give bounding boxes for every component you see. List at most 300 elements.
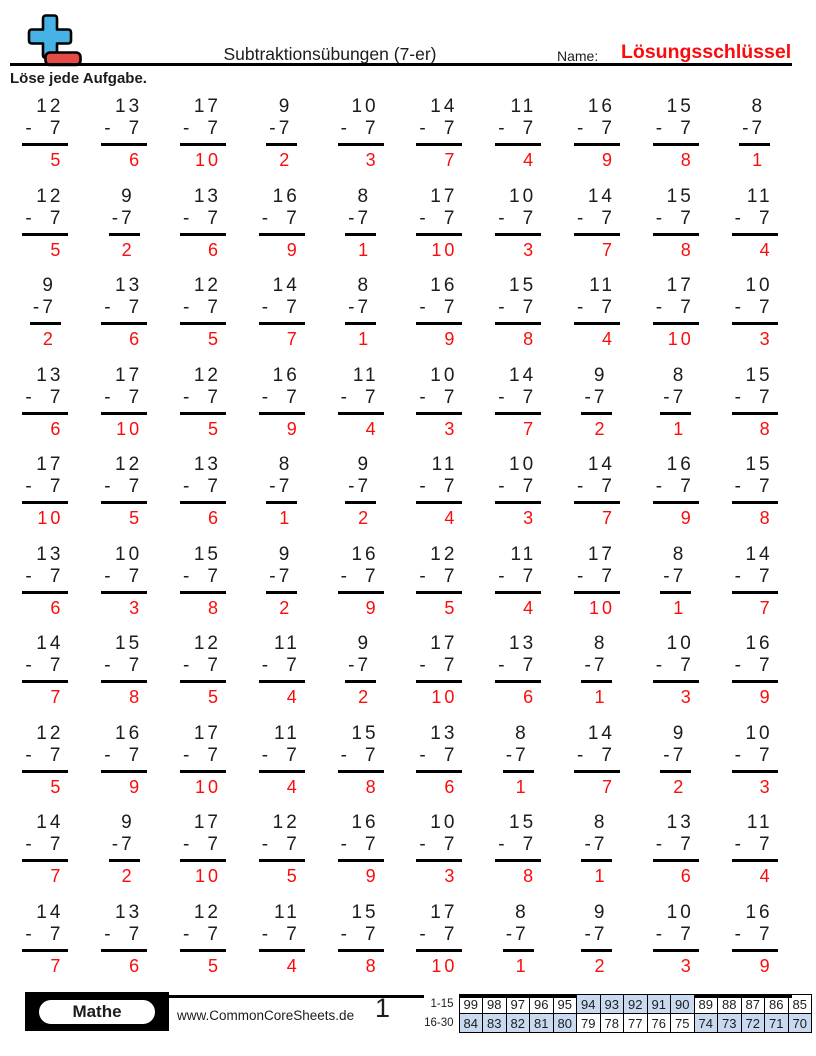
problem-cell	[558, 96, 637, 186]
minuend: 17	[193, 722, 221, 744]
score-cell: 82	[506, 1014, 530, 1033]
answer-value: 6	[129, 329, 143, 349]
subtrahend-row	[495, 834, 541, 862]
answer-value: 2	[594, 955, 608, 976]
minus-sign: -	[734, 923, 741, 945]
problem-cell	[636, 633, 715, 723]
subtraction-problem	[22, 812, 68, 887]
minuend: 9	[278, 96, 293, 117]
problem-cell	[242, 633, 321, 723]
answer-value: 4	[601, 329, 615, 349]
subtraction-problem	[259, 902, 305, 977]
answer-value: 5	[50, 239, 64, 260]
minuend: 9	[278, 543, 293, 565]
subtraction-problem	[495, 544, 541, 619]
problem-cell	[400, 812, 479, 902]
subtraction-problem	[574, 723, 620, 798]
subtrahend: 7	[286, 834, 300, 855]
answer-value: 8	[207, 597, 221, 618]
subtrahend: 7	[443, 923, 458, 945]
subtrahend-row	[581, 924, 612, 952]
minuend: 14	[36, 901, 64, 923]
subtraction-problem	[653, 275, 699, 350]
subtrahend: 7	[121, 834, 135, 855]
minus-sign: -	[734, 297, 741, 318]
subtrahend: 7	[443, 744, 458, 766]
subtrahend-row	[22, 476, 68, 504]
subtraction-problem	[416, 723, 462, 798]
minuend: 10	[115, 543, 143, 565]
minuend: 12	[36, 722, 64, 744]
subtrahend-row	[180, 118, 226, 146]
problem-cell	[321, 454, 400, 544]
subtrahend-row	[416, 297, 462, 325]
minus-sign: -	[419, 207, 426, 229]
minus-sign: -	[419, 655, 426, 676]
minus-sign: -	[104, 297, 111, 318]
answer-value: 4	[286, 687, 300, 707]
minus-sign: -	[655, 476, 663, 497]
minuend: 17	[430, 633, 458, 654]
answer-value: 10	[116, 418, 143, 439]
subtrahend: 7	[128, 655, 143, 676]
answer-value: 5	[286, 866, 300, 886]
minus-sign: -	[25, 207, 32, 229]
subtraction-problem	[660, 544, 691, 619]
answer-value: 6	[523, 687, 537, 707]
subtraction-problem	[22, 723, 68, 798]
subtraction-problem	[22, 96, 68, 171]
minuend: 10	[430, 364, 458, 386]
subtrahend-row	[416, 745, 462, 773]
minus-sign: -	[498, 118, 505, 139]
footer	[0, 992, 816, 1056]
subtrahend: 7	[286, 655, 300, 676]
answer-value: 3	[444, 418, 458, 439]
subtrahend-row	[732, 208, 778, 236]
minuend: 13	[666, 812, 694, 833]
minuend: 8	[672, 364, 687, 386]
subtraction-problem	[22, 365, 68, 440]
subtrahend-row	[338, 834, 384, 862]
problem-cell	[6, 812, 85, 902]
problem-cell	[636, 186, 715, 276]
subtraction-problem	[653, 186, 699, 261]
answer-value: 7	[759, 597, 773, 618]
minus-sign: -	[734, 744, 741, 766]
minuend: 11	[274, 722, 300, 744]
minus-sign: -	[419, 297, 426, 318]
subtrahend: 7	[357, 655, 372, 676]
problem-cell	[715, 902, 794, 992]
subtraction-problem	[101, 275, 147, 350]
subtraction-problem	[732, 902, 778, 977]
answer-value: 5	[50, 776, 64, 797]
minuend: 16	[430, 275, 458, 296]
subtrahend-row	[22, 655, 68, 683]
minus-sign: -	[25, 386, 32, 408]
subtrahend: 7	[286, 923, 300, 945]
answer-value: 8	[759, 418, 773, 439]
subtraction-problem	[109, 812, 140, 887]
subtrahend: 7	[680, 207, 694, 229]
subtrahend-row	[180, 297, 226, 325]
answer-value: 6	[207, 508, 221, 528]
minus-sign: -	[498, 565, 505, 587]
minus-sign: -	[182, 118, 190, 139]
problem-cell	[479, 365, 558, 455]
answer-value: 3	[129, 597, 143, 618]
subtraction-problem	[345, 633, 376, 708]
minus-sign: -	[663, 386, 670, 408]
minus-sign: -	[104, 655, 111, 676]
subtraction-problem	[22, 186, 68, 261]
subtraction-problem	[653, 454, 699, 529]
answer-value: 10	[194, 776, 221, 797]
subtraction-problem	[101, 96, 147, 171]
problem-cell	[242, 812, 321, 902]
minus-sign: -	[25, 565, 32, 587]
problem-cell	[558, 902, 637, 992]
minuend: 12	[193, 901, 221, 923]
score-cell: 76	[647, 1014, 671, 1033]
subtrahend: 7	[593, 923, 608, 945]
answer-value: 6	[129, 150, 143, 170]
answer-value: 9	[444, 329, 458, 349]
minuend: 14	[509, 364, 537, 386]
subtraction-problem	[30, 275, 61, 350]
answer-value: 1	[752, 150, 766, 170]
answer-value: 8	[523, 329, 537, 349]
subtrahend-row	[109, 834, 140, 862]
subtraction-problem	[180, 902, 226, 977]
subtrahend: 7	[128, 476, 143, 497]
minuend: 15	[193, 543, 221, 565]
worksheet-title: Subtraktionsübungen (7-er)	[223, 44, 437, 64]
minus-sign: -	[419, 923, 426, 945]
minus-sign: -	[269, 118, 276, 139]
minuend: 10	[430, 812, 458, 833]
subtraction-problem	[416, 365, 462, 440]
minuend: 12	[193, 633, 221, 654]
subtrahend: 7	[286, 297, 300, 318]
score-cell: 92	[624, 995, 648, 1014]
subtrahend-row	[180, 745, 226, 773]
subtrahend-row	[22, 834, 68, 862]
subtraction-problem	[338, 812, 384, 887]
problem-cell	[558, 275, 637, 365]
problem-cell	[479, 902, 558, 992]
subtrahend: 7	[443, 207, 458, 229]
answer-value: 8	[365, 955, 379, 976]
score-cell: 84	[459, 1014, 483, 1033]
minus-sign: -	[576, 476, 584, 497]
answer-value: 7	[50, 955, 64, 976]
minuend: 15	[666, 185, 694, 207]
subtrahend-row	[180, 208, 226, 236]
minuend: 16	[272, 185, 300, 207]
minus-sign: -	[498, 834, 505, 855]
subtrahend: 7	[49, 476, 64, 497]
subtrahend: 7	[443, 118, 458, 139]
minus-sign: -	[182, 207, 190, 229]
subtrahend: 7	[522, 386, 537, 408]
answer-value: 2	[121, 239, 135, 260]
subtraction-problem	[109, 186, 140, 261]
minuend: 13	[115, 275, 143, 296]
subtrahend-row	[345, 297, 376, 325]
subtraction-problem	[732, 186, 778, 261]
score-reference-table	[424, 994, 812, 1033]
subtrahend-row	[101, 118, 147, 146]
minuend: 16	[745, 901, 773, 923]
minus-sign: -	[584, 386, 591, 408]
score-cell: 73	[718, 1014, 742, 1033]
problem-cell	[242, 544, 321, 634]
problem-cell	[558, 454, 637, 544]
minuend: 9	[121, 812, 135, 833]
minuend: 11	[274, 633, 300, 654]
subtrahend: 7	[522, 655, 537, 676]
problem-cell	[400, 365, 479, 455]
problem-cell	[636, 365, 715, 455]
subtrahend-row	[653, 476, 699, 504]
subtrahend-row	[101, 297, 147, 325]
problem-cell	[321, 96, 400, 186]
subtraction-problem	[266, 454, 297, 529]
subtrahend: 7	[515, 923, 529, 945]
subtrahend: 7	[522, 476, 537, 497]
subtrahend-row	[653, 655, 699, 683]
minus-sign: -	[32, 297, 40, 318]
subtrahend: 7	[278, 118, 293, 139]
minus-sign: -	[182, 386, 190, 408]
subtraction-problem	[180, 96, 226, 171]
subtraction-problem	[574, 544, 620, 619]
minus-sign: -	[269, 565, 276, 587]
problem-cell	[558, 812, 637, 902]
answer-value: 3	[680, 955, 694, 976]
problem-cell	[242, 275, 321, 365]
subtrahend-row	[22, 208, 68, 236]
subtrahend: 7	[443, 386, 458, 408]
subtraction-problem	[345, 454, 376, 529]
problem-cell	[242, 723, 321, 813]
minuend: 17	[36, 454, 64, 475]
score-cell: 81	[530, 1014, 554, 1033]
subtrahend-row	[732, 297, 778, 325]
subtrahend: 7	[207, 207, 221, 229]
subtrahend: 7	[680, 655, 694, 676]
subtraction-problem	[416, 633, 462, 708]
minus-sign: -	[734, 386, 741, 408]
answer-value: 2	[358, 508, 372, 528]
score-cell: 91	[647, 995, 671, 1014]
answer-value: 8	[129, 687, 143, 707]
problem-cell	[715, 633, 794, 723]
problem-cell	[6, 633, 85, 723]
answer-value: 6	[50, 597, 64, 618]
subtraction-problem	[22, 633, 68, 708]
subtraction-problem	[180, 812, 226, 887]
subtrahend: 7	[365, 118, 379, 139]
minuend: 11	[746, 812, 773, 833]
minuend: 9	[121, 185, 135, 207]
problem-cell	[479, 454, 558, 544]
minus-sign: -	[111, 834, 119, 855]
subtrahend: 7	[680, 476, 694, 497]
minus-sign: -	[655, 118, 663, 139]
subtrahend-row	[259, 297, 305, 325]
subtraction-problem	[732, 723, 778, 798]
answer-value: 7	[523, 418, 537, 439]
score-cell: 95	[553, 995, 577, 1014]
problem-cell	[242, 96, 321, 186]
minuend: 13	[430, 722, 458, 744]
minuend: 12	[36, 185, 64, 207]
subtrahend-row	[660, 745, 691, 773]
answer-value: 9	[759, 687, 773, 707]
score-cell: 90	[671, 995, 695, 1014]
minus-sign: -	[419, 118, 426, 139]
minus-sign: -	[505, 923, 513, 945]
subtrahend-row	[101, 655, 147, 683]
subtrahend: 7	[49, 834, 64, 855]
subtraction-problem	[338, 723, 384, 798]
minus-sign: -	[261, 297, 269, 318]
subtrahend: 7	[357, 207, 372, 229]
minuend: 13	[115, 901, 143, 923]
minuend: 9	[593, 364, 608, 386]
subtrahend: 7	[207, 476, 221, 497]
subtraction-problem	[732, 454, 778, 529]
subtrahend-row	[22, 924, 68, 952]
subtraction-problem	[653, 633, 699, 708]
minus-sign: -	[576, 207, 584, 229]
minus-sign: -	[25, 476, 32, 497]
subtraction-problem	[416, 186, 462, 261]
subtraction-problem	[581, 365, 612, 440]
minuend: 17	[430, 185, 458, 207]
minus-sign: -	[576, 565, 584, 587]
score-cell: 87	[741, 995, 765, 1014]
subtrahend-row	[495, 297, 541, 325]
minuend: 8	[593, 812, 608, 833]
problem-cell	[164, 902, 243, 992]
minuend: 12	[115, 454, 143, 475]
subtrahend-row	[732, 834, 778, 862]
problem-cell	[479, 633, 558, 723]
subtrahend: 7	[759, 565, 773, 587]
name-label: Name:	[557, 48, 599, 64]
subtraction-problem	[739, 96, 770, 171]
subtrahend: 7	[672, 565, 687, 587]
subtrahend-row	[345, 476, 376, 504]
subtraction-problem	[416, 544, 462, 619]
minus-sign: -	[742, 118, 749, 139]
problem-cell	[164, 723, 243, 813]
minus-sign: -	[576, 297, 584, 318]
subtrahend: 7	[759, 744, 773, 766]
minus-sign: -	[340, 386, 347, 408]
subtrahend: 7	[443, 565, 458, 587]
subtraction-problem	[503, 902, 534, 977]
subtrahend: 7	[759, 834, 773, 855]
minus-sign: -	[182, 834, 190, 855]
problem-cell	[6, 454, 85, 544]
answer-value: 9	[365, 597, 379, 618]
score-cell: 86	[765, 995, 789, 1014]
answer-value: 4	[286, 955, 300, 976]
subject-badge	[25, 992, 169, 1031]
minus-sign: -	[104, 476, 111, 497]
subtrahend: 7	[207, 655, 221, 676]
subtraction-problem	[101, 902, 147, 977]
problem-cell	[558, 723, 637, 813]
problem-cell	[715, 544, 794, 634]
subtrahend-row	[101, 745, 147, 773]
subtrahend: 7	[128, 297, 143, 318]
subtrahend-row	[732, 387, 778, 415]
minuend: 17	[115, 364, 143, 386]
subtrahend-row	[653, 208, 699, 236]
problem-cell	[400, 454, 479, 544]
subtrahend: 7	[49, 923, 64, 945]
problem-cell	[636, 454, 715, 544]
subtraction-problem	[345, 275, 376, 350]
minuend: 16	[745, 633, 773, 654]
minuend: 16	[351, 812, 379, 833]
minuend: 8	[515, 722, 529, 744]
subtraction-problem	[416, 812, 462, 887]
minus-sign: -	[104, 386, 111, 408]
answer-value: 1	[673, 597, 687, 618]
problem-cell	[242, 186, 321, 276]
subtrahend: 7	[759, 655, 773, 676]
problem-cell	[6, 186, 85, 276]
problem-cell	[6, 544, 85, 634]
subtrahend-row	[259, 924, 305, 952]
subtraction-problem	[653, 812, 699, 887]
problem-cell	[479, 96, 558, 186]
subtraction-problem	[495, 633, 541, 708]
minus-sign: -	[498, 207, 505, 229]
minuend: 9	[672, 722, 687, 744]
problem-cell	[85, 275, 164, 365]
minus-sign: -	[734, 834, 741, 855]
answer-value: 10	[431, 239, 458, 260]
subtrahend-row	[416, 924, 462, 952]
problem-cell	[715, 723, 794, 813]
answer-value: 8	[523, 866, 537, 886]
answer-value: 2	[121, 866, 135, 886]
score-cell: 97	[506, 995, 530, 1014]
answer-value: 7	[601, 508, 615, 528]
score-row-label: 1-15	[424, 995, 459, 1014]
answer-value: 2	[279, 150, 293, 170]
answer-value: 1	[594, 687, 608, 707]
subtrahend-row	[574, 297, 620, 325]
minuend: 14	[587, 454, 615, 475]
answer-value: 10	[431, 687, 458, 707]
score-cell: 75	[671, 1014, 695, 1033]
minus-sign: -	[348, 655, 355, 676]
subtrahend-row	[259, 208, 305, 236]
minuend: 13	[36, 543, 64, 565]
answer-value: 9	[365, 866, 379, 886]
minuend: 12	[193, 275, 221, 296]
subtrahend: 7	[49, 386, 64, 408]
